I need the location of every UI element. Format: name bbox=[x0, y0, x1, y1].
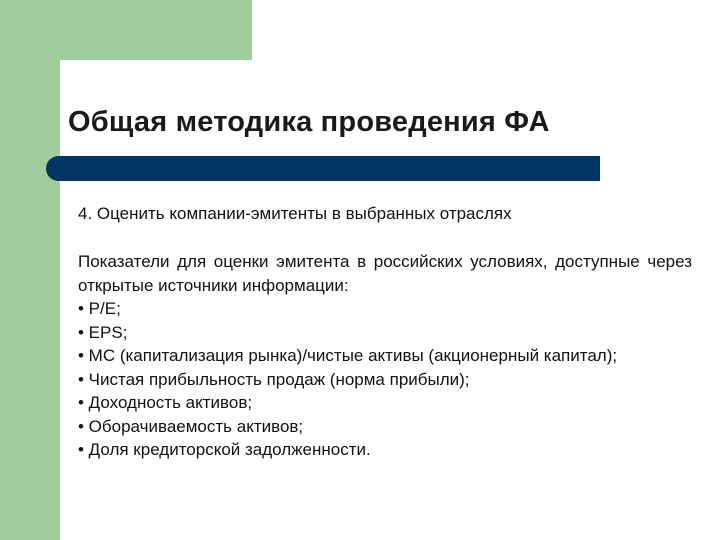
list-item: • Доля кредиторской задолженности. bbox=[78, 440, 371, 459]
slide-body bbox=[78, 250, 692, 462]
list-item: • Чистая прибыльность продаж (норма прибыли); bbox=[78, 369, 470, 389]
slide-subheading: 4. Оценить компании-эмитенты в выбранных отраслях bbox=[78, 204, 512, 223]
decor-green-left bbox=[0, 0, 60, 540]
list-item: • P/E; bbox=[78, 299, 121, 318]
list-item: • Доходность активов; bbox=[78, 393, 253, 412]
list-item: • Оборачиваемость активов; bbox=[78, 416, 304, 436]
list-item: • EPS; bbox=[78, 322, 128, 342]
list-item: • МС (капитализация рынка)/чистые активы (акционерный капитал); bbox=[78, 346, 618, 365]
slide-title: Общая методика проведения ФА bbox=[68, 106, 550, 138]
indicator-list bbox=[78, 297, 692, 462]
intro-paragraph: Показатели для оценки эмитента в российских условиях, доступные через открытые источники информации: bbox=[78, 252, 692, 295]
title-underline-bar bbox=[46, 156, 600, 181]
